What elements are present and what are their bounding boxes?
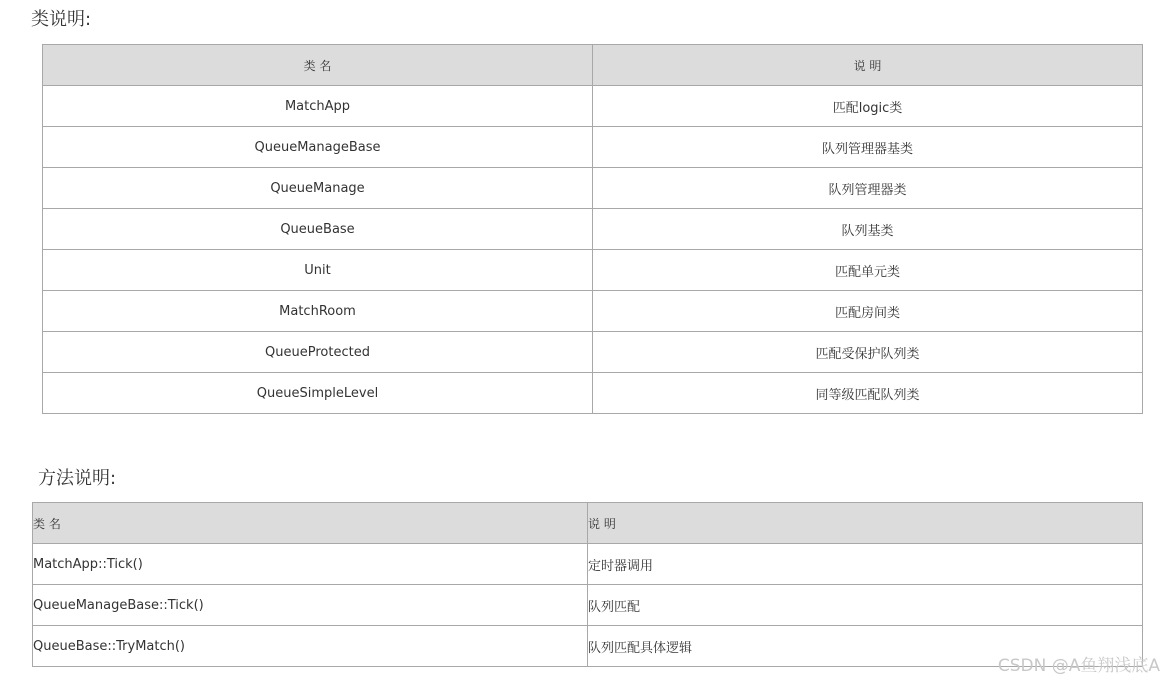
method-name-cell: MatchApp::Tick() bbox=[33, 544, 588, 585]
method-description-cell: 定时器调用 bbox=[588, 544, 1143, 585]
table-row bbox=[43, 250, 1143, 291]
table-header-row bbox=[43, 45, 1143, 86]
class-name-cell: QueueManage bbox=[43, 168, 593, 209]
class-table bbox=[42, 44, 1143, 414]
header-description: 说 明 bbox=[593, 45, 1143, 86]
methods-section-title: 方法说明: bbox=[38, 468, 117, 489]
table-row bbox=[43, 373, 1143, 414]
class-name-cell: QueueBase bbox=[43, 209, 593, 250]
class-name-cell: QueueManageBase bbox=[43, 127, 593, 168]
class-name-cell: Unit bbox=[43, 250, 593, 291]
method-description-cell: 队列匹配具体逻辑 bbox=[588, 626, 1143, 667]
class-name-cell: QueueSimpleLevel bbox=[43, 373, 593, 414]
method-description-cell: 队列匹配 bbox=[588, 585, 1143, 626]
table-row bbox=[43, 209, 1143, 250]
class-description-cell: 队列基类 bbox=[593, 209, 1143, 250]
class-description-cell: 匹配logic类 bbox=[593, 86, 1143, 127]
header-class-name: 类 名 bbox=[43, 45, 593, 86]
header-class-name: 类 名 bbox=[33, 503, 588, 544]
class-description-cell: 队列管理器类 bbox=[593, 168, 1143, 209]
header-description: 说 明 bbox=[588, 503, 1143, 544]
class-description-cell: 队列管理器基类 bbox=[593, 127, 1143, 168]
table-row bbox=[43, 291, 1143, 332]
class-description-cell: 匹配房间类 bbox=[593, 291, 1143, 332]
table-row bbox=[43, 332, 1143, 373]
class-description-cell: 同等级匹配队列类 bbox=[593, 373, 1143, 414]
table-row bbox=[33, 544, 1143, 585]
table-row bbox=[43, 168, 1143, 209]
watermark: CSDN @A鱼翔浅底A bbox=[997, 656, 1160, 676]
method-name-cell: QueueBase::TryMatch() bbox=[33, 626, 588, 667]
table-row bbox=[33, 585, 1143, 626]
table-row bbox=[43, 127, 1143, 168]
class-description-cell: 匹配单元类 bbox=[593, 250, 1143, 291]
classes-section-title: 类说明: bbox=[31, 9, 92, 30]
method-name-cell: QueueManageBase::Tick() bbox=[33, 585, 588, 626]
class-description-cell: 匹配受保护队列类 bbox=[593, 332, 1143, 373]
class-name-cell: MatchApp bbox=[43, 86, 593, 127]
table-row bbox=[43, 86, 1143, 127]
class-name-cell: MatchRoom bbox=[43, 291, 593, 332]
class-name-cell: QueueProtected bbox=[43, 332, 593, 373]
method-table bbox=[32, 502, 1143, 667]
table-row bbox=[33, 626, 1143, 667]
table-header-row bbox=[33, 503, 1143, 544]
